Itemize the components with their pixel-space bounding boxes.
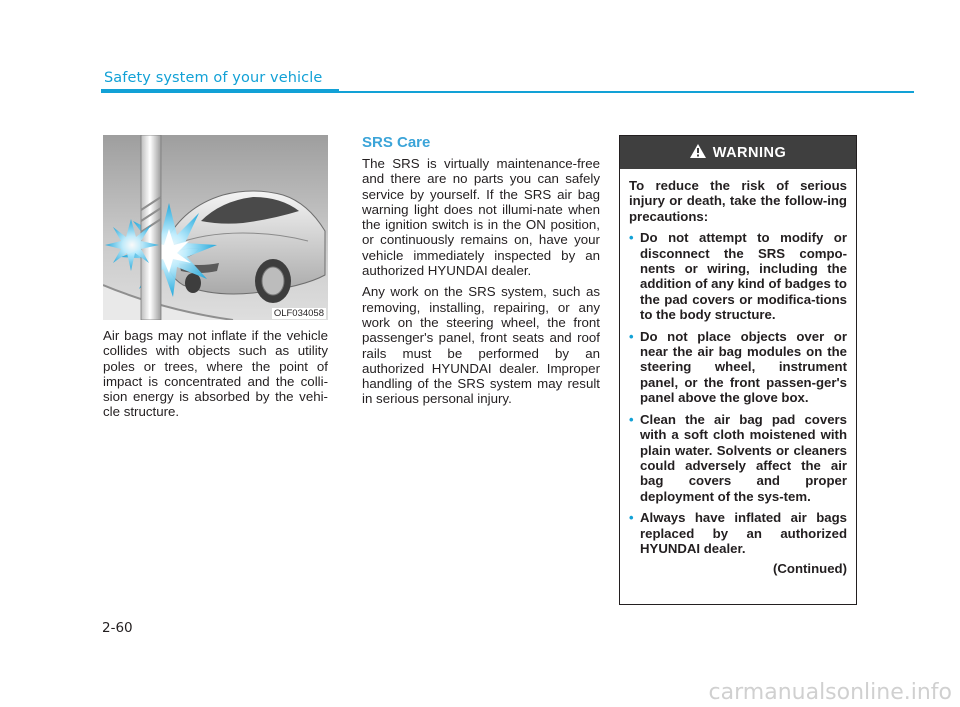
warning-box [619,135,857,605]
collision-paragraph: Air bags may not inflate if the vehicle collides with objects such as utility poles or trees, where the point of impact is concentrated and the colli-sion energy is absorbed by the vehi-cle structure. [103,328,328,420]
bullet-icon: • [629,328,634,344]
srs-care-paragraph-1: The SRS is virtually maintenance-free and there are no parts you can safely service by yourself. If the SRS air bag warning light does not illumi-nate when the ignition switch is in the ON position, or continuously remains on, have your vehicle immediately inspected by an authorized HYUNDAI dealer. [362,156,600,279]
page-number: 2-60 [102,620,133,636]
warning-item: • Do not place objects over or near the air bag modules on the steering wheel, instrument panel, or the front passen-ger's panel above the glove box. [629,328,847,406]
column-2 [362,156,600,413]
warning-item: • Do not attempt to modify or disconnect the SRS compo-nents or wiring, including the addition of any kind of badges to the pad covers or modifica-tions to the body structure. [629,230,847,323]
header-rule-thin [339,91,914,93]
warning-intro: To reduce the risk of serious injury or death, take the follow-ing precautions: [629,178,847,224]
header-rule-thick [101,89,339,93]
section-title: Safety system of your vehicle [104,70,323,86]
bullet-icon: • [629,411,634,427]
watermark: carmanualsonline.info [708,680,952,705]
srs-care-heading: SRS Care [362,134,431,151]
figure-code: OLF034058 [273,308,324,319]
warning-triangle-icon [690,144,706,162]
warning-item: • Always have inflated air bags replaced by an authorized HYUNDAI dealer. [629,510,847,556]
car-pole-collision-image [103,135,328,320]
warning-header [620,136,856,169]
collision-illustration [103,135,328,320]
warning-item: • Clean the air bag pad covers with a soft cloth moistened with plain water. Solvents or cleaners could adversely affect the air bag covers and proper deployment of the sys-tem. [629,411,847,504]
warning-title: WARNING [712,144,787,161]
bullet-icon: • [629,510,634,526]
srs-care-paragraph-2: Any work on the SRS system, such as removing, installing, repairing, or any work on the steering wheel, the front passenger's panel, front seats and roof rails must be performed by an authorized HYUNDAI dealer. Improper handling of the SRS system may result in serious personal injury. [362,284,600,407]
warning-list [629,230,847,556]
continued-label: (Continued) [773,561,847,577]
column-1 [103,328,328,426]
bullet-icon: • [629,230,634,246]
warning-body [620,169,856,577]
